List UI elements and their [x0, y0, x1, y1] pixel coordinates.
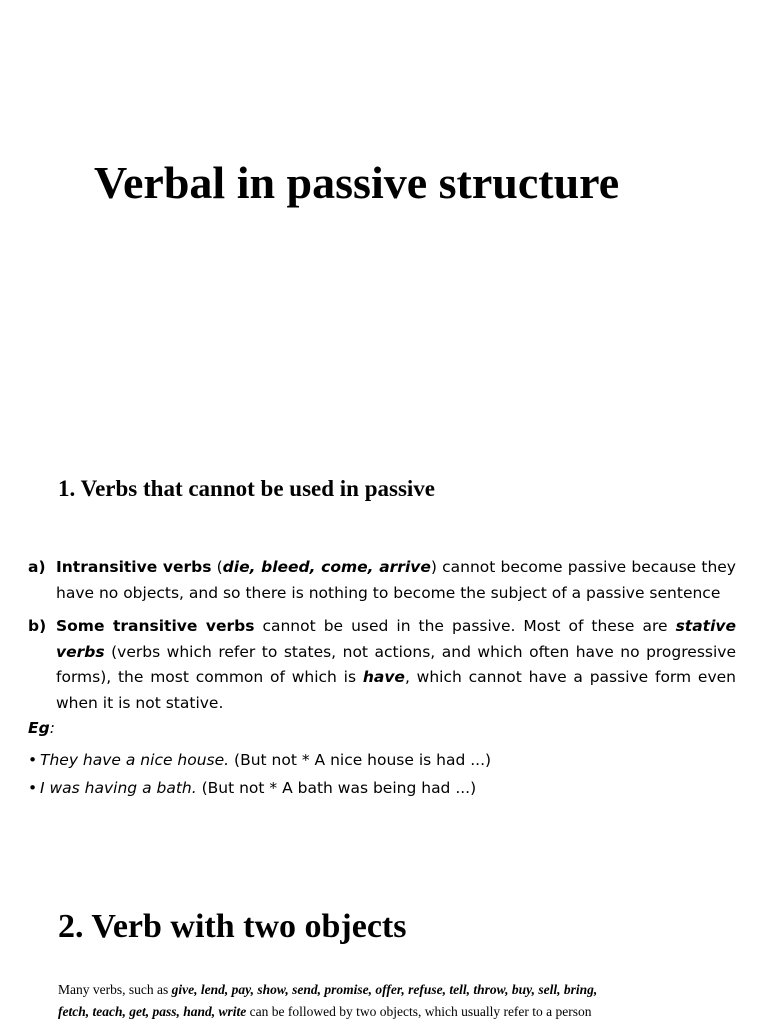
list-item-text: [56, 614, 736, 716]
section-heading: 2. Verb with two objects: [58, 908, 407, 945]
example-note: (But not * A nice house is had ...): [229, 751, 492, 769]
text-span: , which cannot have a passive form even when it is not stative.: [56, 668, 736, 712]
example-sentence: [28, 748, 491, 773]
text-span: (verbs which refer to states, not actions, and which often have no progressive forms), the most common of which is: [56, 642, 736, 687]
stative-verbs-term: stative verbs: [56, 617, 736, 661]
text-span: (: [211, 558, 223, 576]
example-verbs: die, bleed, come, arrive: [222, 558, 431, 576]
bullet-icon: •: [28, 751, 38, 769]
example-note: (But not * A bath was being had ...): [196, 779, 477, 797]
term-label: Intransitive verbs: [56, 558, 212, 576]
eg-colon: :: [49, 719, 55, 737]
text-span: cannot be used in the passive. Most of these are: [254, 617, 676, 635]
text-span: ) cannot become passive because they have no objects, and so there is nothing to become the subject of a passive sentence: [56, 558, 736, 602]
example-italic: I was having a bath.: [40, 779, 197, 797]
term-label: Some transitive verbs: [56, 617, 255, 635]
example-italic: They have a nice house.: [40, 751, 230, 769]
have-term: have: [362, 668, 405, 687]
list-marker: a): [28, 558, 46, 576]
list-item-text: [56, 555, 736, 606]
list-item: [28, 614, 736, 716]
example-sentence: [28, 776, 476, 801]
eg-text: Eg: [28, 719, 50, 737]
section-heading: 1. Verbs that cannot be used in passive: [58, 476, 436, 501]
bullet-icon: •: [28, 779, 38, 797]
list-item: [28, 555, 736, 606]
list-marker: b): [28, 617, 47, 635]
paragraph: [58, 979, 678, 1023]
verb-list: give, lend, pay, show, send, promise, offer, refuse, tell, throw, buy, sell, bring,: [171, 982, 598, 997]
page-title: Verbal in passive structure: [94, 157, 620, 208]
text-span: Many verbs, such as: [58, 982, 172, 997]
text-span: can be followed by two objects, which usually refer to a person: [246, 1004, 592, 1019]
example-label: [28, 719, 55, 737]
verb-list: fetch, teach, get, pass, hand, write: [58, 1004, 247, 1019]
